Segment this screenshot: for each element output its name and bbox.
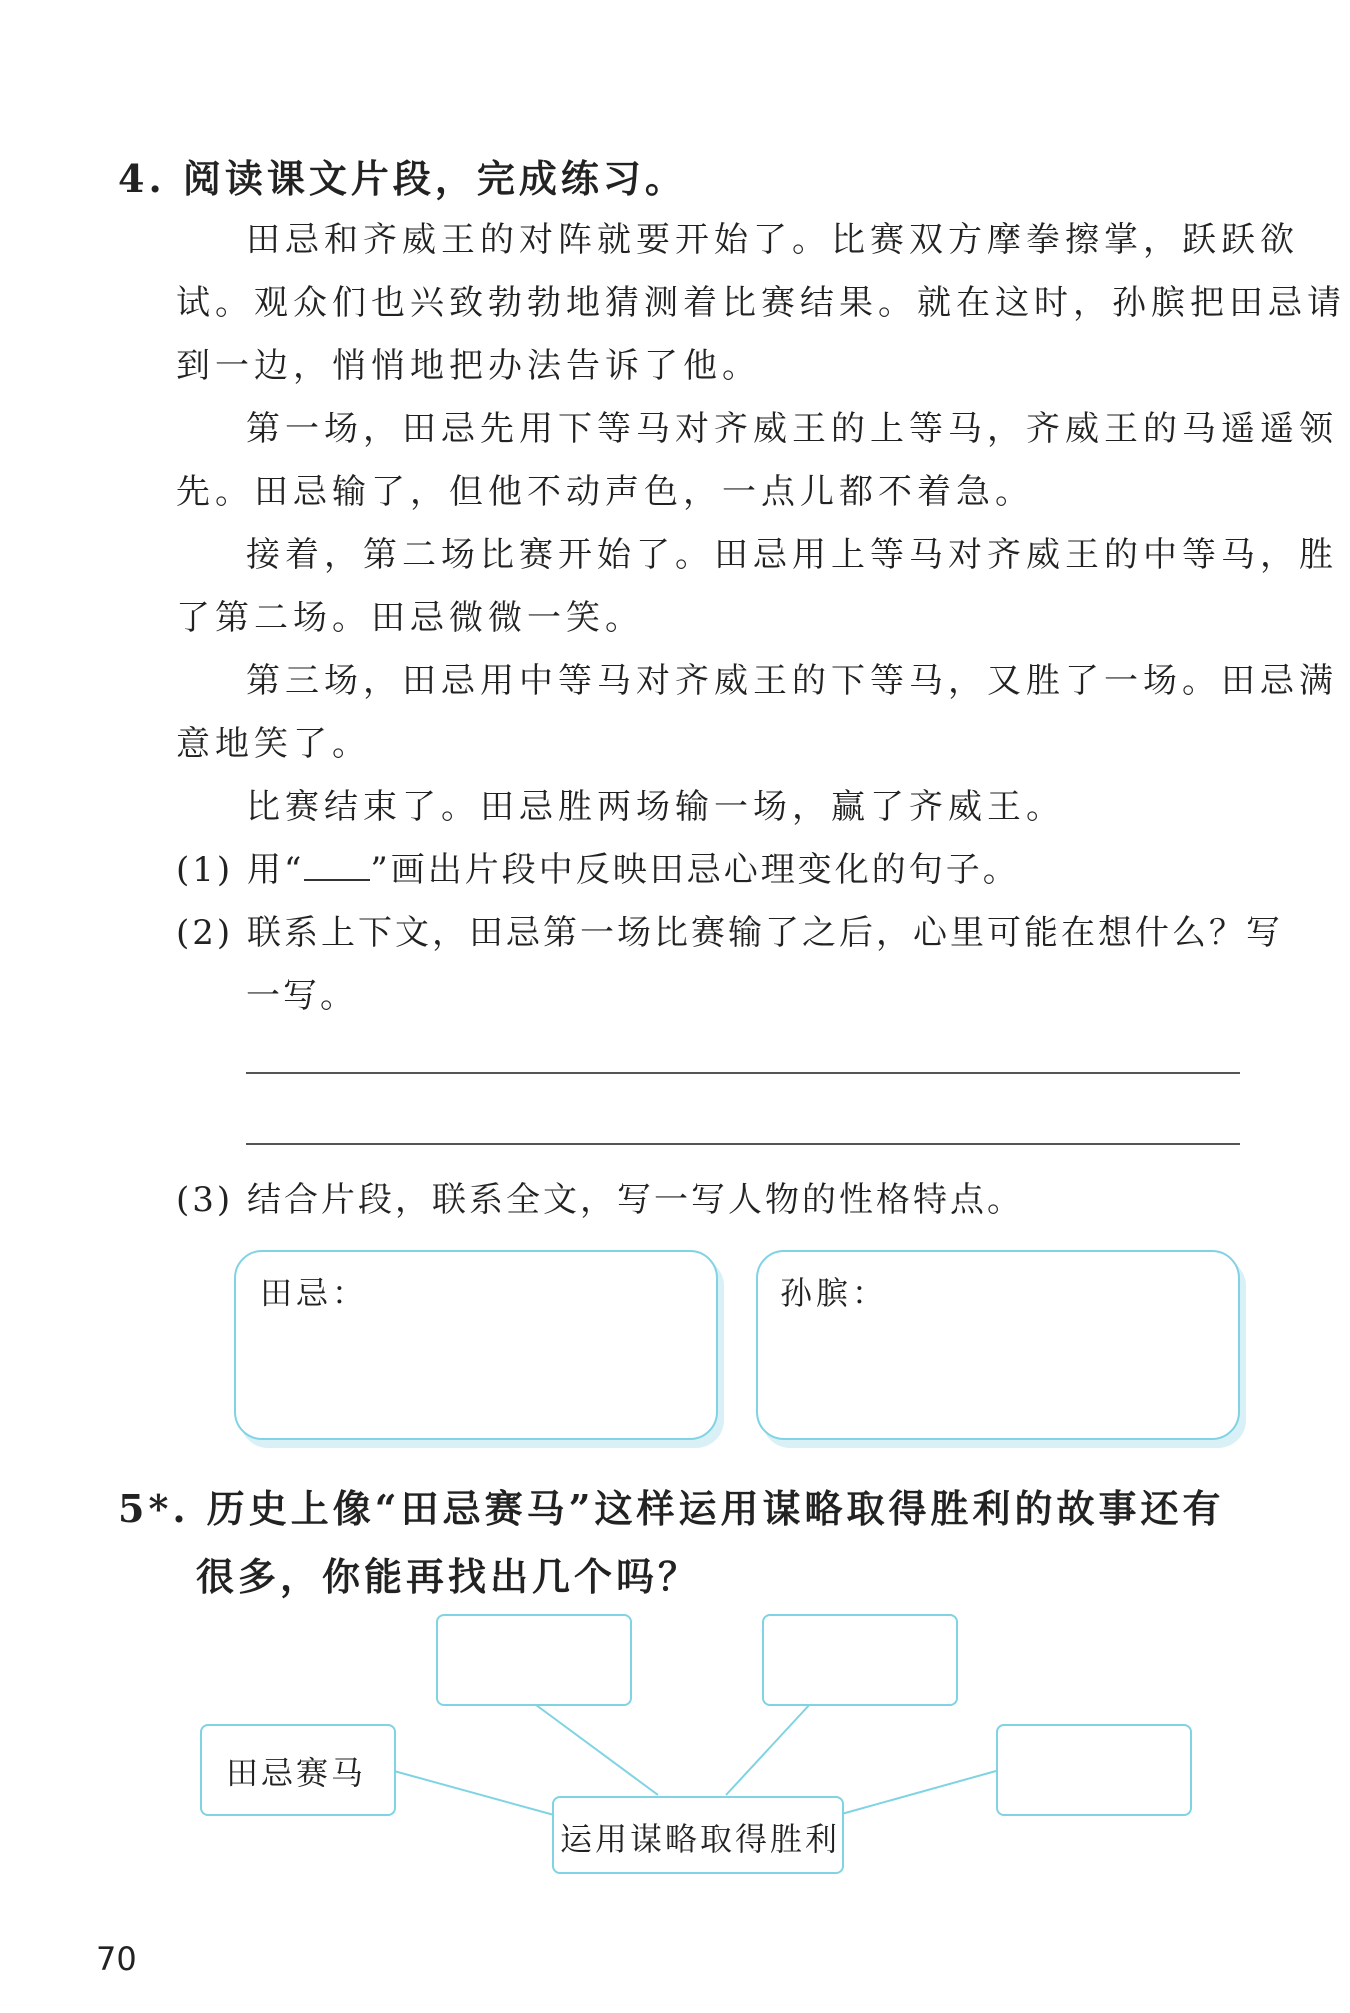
story-box-tianji-saima-label: 田忌赛马 — [226, 1754, 367, 1792]
sub-question-3: (3) 结合片段，联系全文，写一写人物的性格特点。 — [176, 1180, 1024, 1220]
connector-top-right — [726, 1702, 812, 1795]
question-4-title: 4. 阅读课文片段，完成练习。 — [118, 156, 687, 201]
connector-left — [394, 1771, 554, 1815]
passage-line: 第三场，田忌用中等马对齐威王的下等马，又胜了一场。田忌满 — [246, 661, 1338, 701]
passage-line: 到一边，悄悄地把办法告诉了他。 — [176, 346, 761, 386]
sub-question-1-suffix: ”画出片段中反映田忌心理变化的句子。 — [370, 850, 1020, 890]
blank-story-box-3[interactable] — [996, 1724, 1192, 1816]
blank-story-box-2[interactable] — [762, 1614, 958, 1706]
center-theme-label: 运用谋略取得胜利 — [560, 1820, 841, 1858]
blank-story-box-1[interactable] — [436, 1614, 632, 1706]
answer-box-sunbin-label: 孙膑： — [780, 1274, 889, 1312]
sub-question-1-prefix: (1) 用“ — [176, 850, 305, 890]
sub-question-2-line1: (2) 联系上下文，田忌第一场比赛输了之后，心里可能在想什么？写 — [176, 913, 1283, 953]
page-number: 70 — [96, 1940, 137, 1978]
passage-line: 了第二场。田忌微微一笑。 — [176, 598, 644, 638]
sub-question-2-line2: 一写。 — [246, 976, 357, 1016]
question-5-title-line1: 5*. 历史上像“田忌赛马”这样运用谋略取得胜利的故事还有 — [118, 1486, 1225, 1531]
passage-line: 田忌和齐威王的对阵就要开始了。比赛双方摩拳擦掌，跃跃欲 — [246, 220, 1299, 260]
passage-line: 先。田忌输了，但他不动声色，一点儿都不着急。 — [176, 472, 1034, 512]
passage-line: 比赛结束了。田忌胜两场输一场，赢了齐威王。 — [246, 787, 1065, 827]
passage-line: 意地笑了。 — [176, 724, 371, 764]
connector-top-left — [532, 1702, 658, 1795]
passage-line: 试。观众们也兴致勃勃地猜测着比赛结果。就在这时，孙膑把田忌请 — [176, 283, 1346, 323]
connector-right — [838, 1771, 996, 1815]
passage-line: 接着，第二场比赛开始了。田忌用上等马对齐威王的中等马，胜 — [246, 535, 1338, 575]
passage-line: 第一场，田忌先用下等马对齐威王的上等马，齐威王的马遥遥领 — [246, 409, 1338, 449]
answer-box-tianji-label: 田忌： — [260, 1274, 369, 1312]
question-5-title-line2: 很多，你能再找出几个吗？ — [196, 1554, 701, 1599]
